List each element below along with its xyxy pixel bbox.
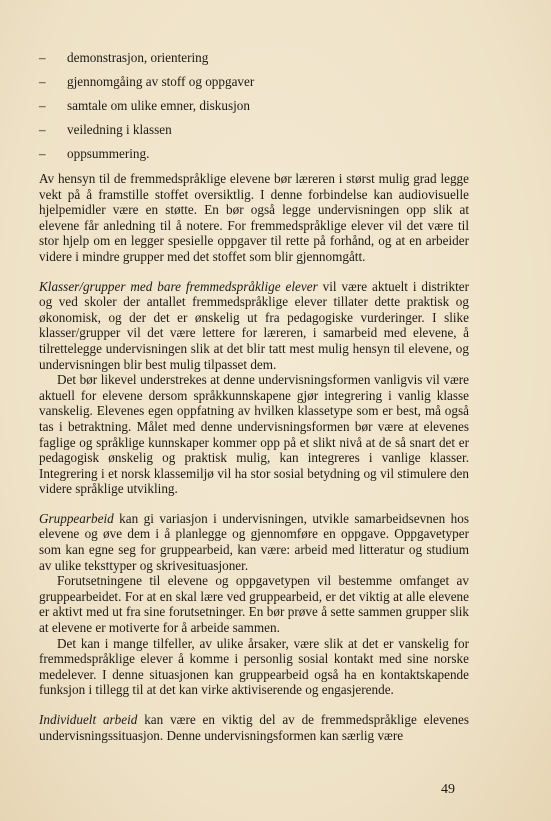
paragraph-individual-work <box>39 712 469 743</box>
paragraph-text: kan være en viktig del av de fremmedspråklige elevenes undervisningssituasjon. Denne undervisningsformen kan særlig være <box>39 712 470 743</box>
list-item-text: samtale om ulike emner, diskusjon <box>67 98 250 113</box>
bullet-list <box>39 50 469 161</box>
section-lead-individual-work: Individuelt arbeid <box>39 712 138 727</box>
paragraph-presentation: Av hensyn til de fremmedspråklige elevene bør læreren i størst mulig grad legge vekt på å framstille stoffet oversiktlig. I denne forbindelse kan audiovisuelle hjelpemidler være en støtte. En bør også legge undervisningen opp slik at elevene får anledning til å notere. For fremmedspråklige elever vil det være til stor hjelp om en legger spesielle oppgaver til rette på forhånd, og at en arbeider videre i mindre grupper med det stoffet som blir gjennomgått. <box>39 171 469 264</box>
section-lead-group-work: Gruppearbeid <box>39 510 114 526</box>
list-item-text: oppsummering. <box>67 146 150 161</box>
section-lead-separate-classes: Klasser/grupper med bare fremmedspråklige elever <box>39 278 318 294</box>
list-item-text: gjennomgåing av stoff og oppgaver <box>67 74 255 89</box>
page-body <box>39 50 469 743</box>
paragraph-separate-classes <box>39 279 469 373</box>
paragraph-group-work <box>39 511 469 573</box>
paragraph-social-contact: Det kan i mange tilfeller, av ulike årsaker, være slik at det er vanskelig for fremmedspråklige elever å komme i personlig sosial kontakt med sine norske medelever. I denne situasjonen kan gruppearbeid også ha en kontaktskapende funksjon i tillegg til at det kan virke aktiviserende og engasjerende. <box>39 635 469 698</box>
bullet-dash: – <box>39 146 46 161</box>
paragraph-prerequisites: Forutsetningene til elevene og oppgavetypen vil bestemme omfanget av gruppearbeidet. For at en skal lære ved gruppearbeid, er det viktig at alle elevene er aktivt med ut fra sine forutsetninger. En bør prøve å sette sammen grupper slik at elevene er motiverte for å arbeide sammen. <box>39 573 469 636</box>
bullet-dash: – <box>39 74 46 89</box>
page-number: 49 <box>441 782 455 797</box>
bullet-dash: – <box>39 98 46 113</box>
bullet-dash: – <box>39 50 46 65</box>
list-item <box>39 146 469 161</box>
list-item-text: veiledning i klassen <box>67 122 172 137</box>
list-item <box>39 122 469 137</box>
paragraph-integration: Det bør likevel understrekes at denne undervisningsformen vanligvis vil være aktuell for elevene dersom språkkunnskapene gjør integrering i vanlig klasse vanskelig. Elevenes egen oppfatning av hvilken klassetype som er best, må også tas i betraktning. Målet med denne undervisningsformen bør være at elevenes faglige og språklige kunnskaper kommer opp på et slikt nivå at de så snart det er pedagogisk ønskelig og praktisk mulig, kan integreres i vanlige klasser. Integrering i et norsk klassemiljø vil ha stor sosial betydning og vil stimulere den videre språklige utvikling. <box>39 372 469 497</box>
list-item <box>39 74 469 89</box>
list-item-text: demonstrasjon, orientering <box>67 50 209 65</box>
paragraph-text: kan gi variasjon i undervisningen, utvikle samarbeidsevnen hos elevene og øve dem i å planlegge og gjennomføre en oppgave. Oppgavetyper som kan egne seg for gruppearbeid, kan være: arbeid med litteratur og studium av ulike teksttyper og skrivesituasjoner. <box>39 510 469 573</box>
list-item <box>39 98 469 113</box>
list-item <box>39 50 469 65</box>
bullet-dash: – <box>39 122 46 137</box>
paragraph-text: vil være aktuelt i distrikter og ved skoler der antallet fremmedspråklige elever tillater dette praktisk og økonomisk, og der det er ønskelig ut fra pedagogiske vurderinger. I slike klasser/grupper vil det være lettere for læreren, i samarbeid med elevene, å tilrettelegge undervisningen slik at det blir tatt mest mulig hensyn til elevene, og undervisningen blir best mulig tilpasset dem. <box>39 278 470 372</box>
